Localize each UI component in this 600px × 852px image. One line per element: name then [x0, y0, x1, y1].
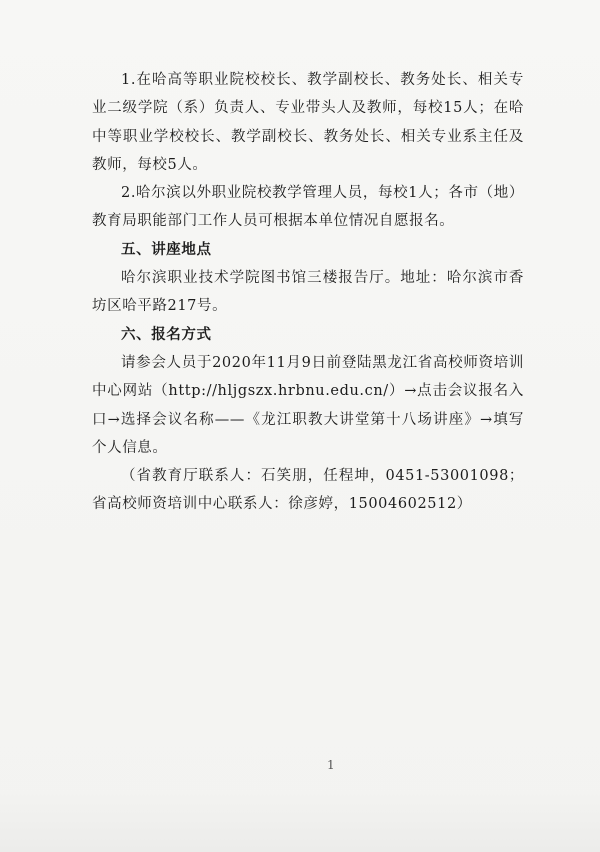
heading-registration: 六、报名方式 — [121, 326, 212, 343]
paragraph-eligibility-outside: 2.哈尔滨以外职业院校教学管理人员，每校1人；各市（地）教育局职能部门工作人员可根据本单位情况自愿报名。 — [92, 185, 524, 230]
paragraph-contacts: （省教育厅联系人：石笑朋，任程坤，0451-53001098；省高校师资培训中心联系人：徐彦婷，15004602512） — [92, 468, 524, 513]
document-body — [92, 66, 524, 519]
heading-venue: 五、讲座地点 — [121, 241, 212, 258]
paragraph-registration: 请参会人员于2020年11月9日前登陆黑龙江省高校师资培训中心网站（http://hljgszx.hrbnu.edu.cn/）→点击会议报名入口→选择会议名称——《龙江职教大讲堂第十八场讲座》→填写个人信息。 — [92, 354, 524, 456]
paragraph-venue: 哈尔滨职业技术学院图书馆三楼报告厅。地址：哈尔滨市香坊区哈平路217号。 — [92, 270, 524, 315]
paragraph-eligibility-harbin: 1.在哈高等职业院校校长、教学副校长、教务处长、相关专业二级学院（系）负责人、专业带头人及教师，每校15人；在哈中等职业学校校长、教学副校长、教务处长、相关专业系主任及教师，每校5人。 — [92, 72, 524, 173]
page-number: 1 — [327, 758, 335, 772]
scan-shadow — [0, 790, 600, 852]
